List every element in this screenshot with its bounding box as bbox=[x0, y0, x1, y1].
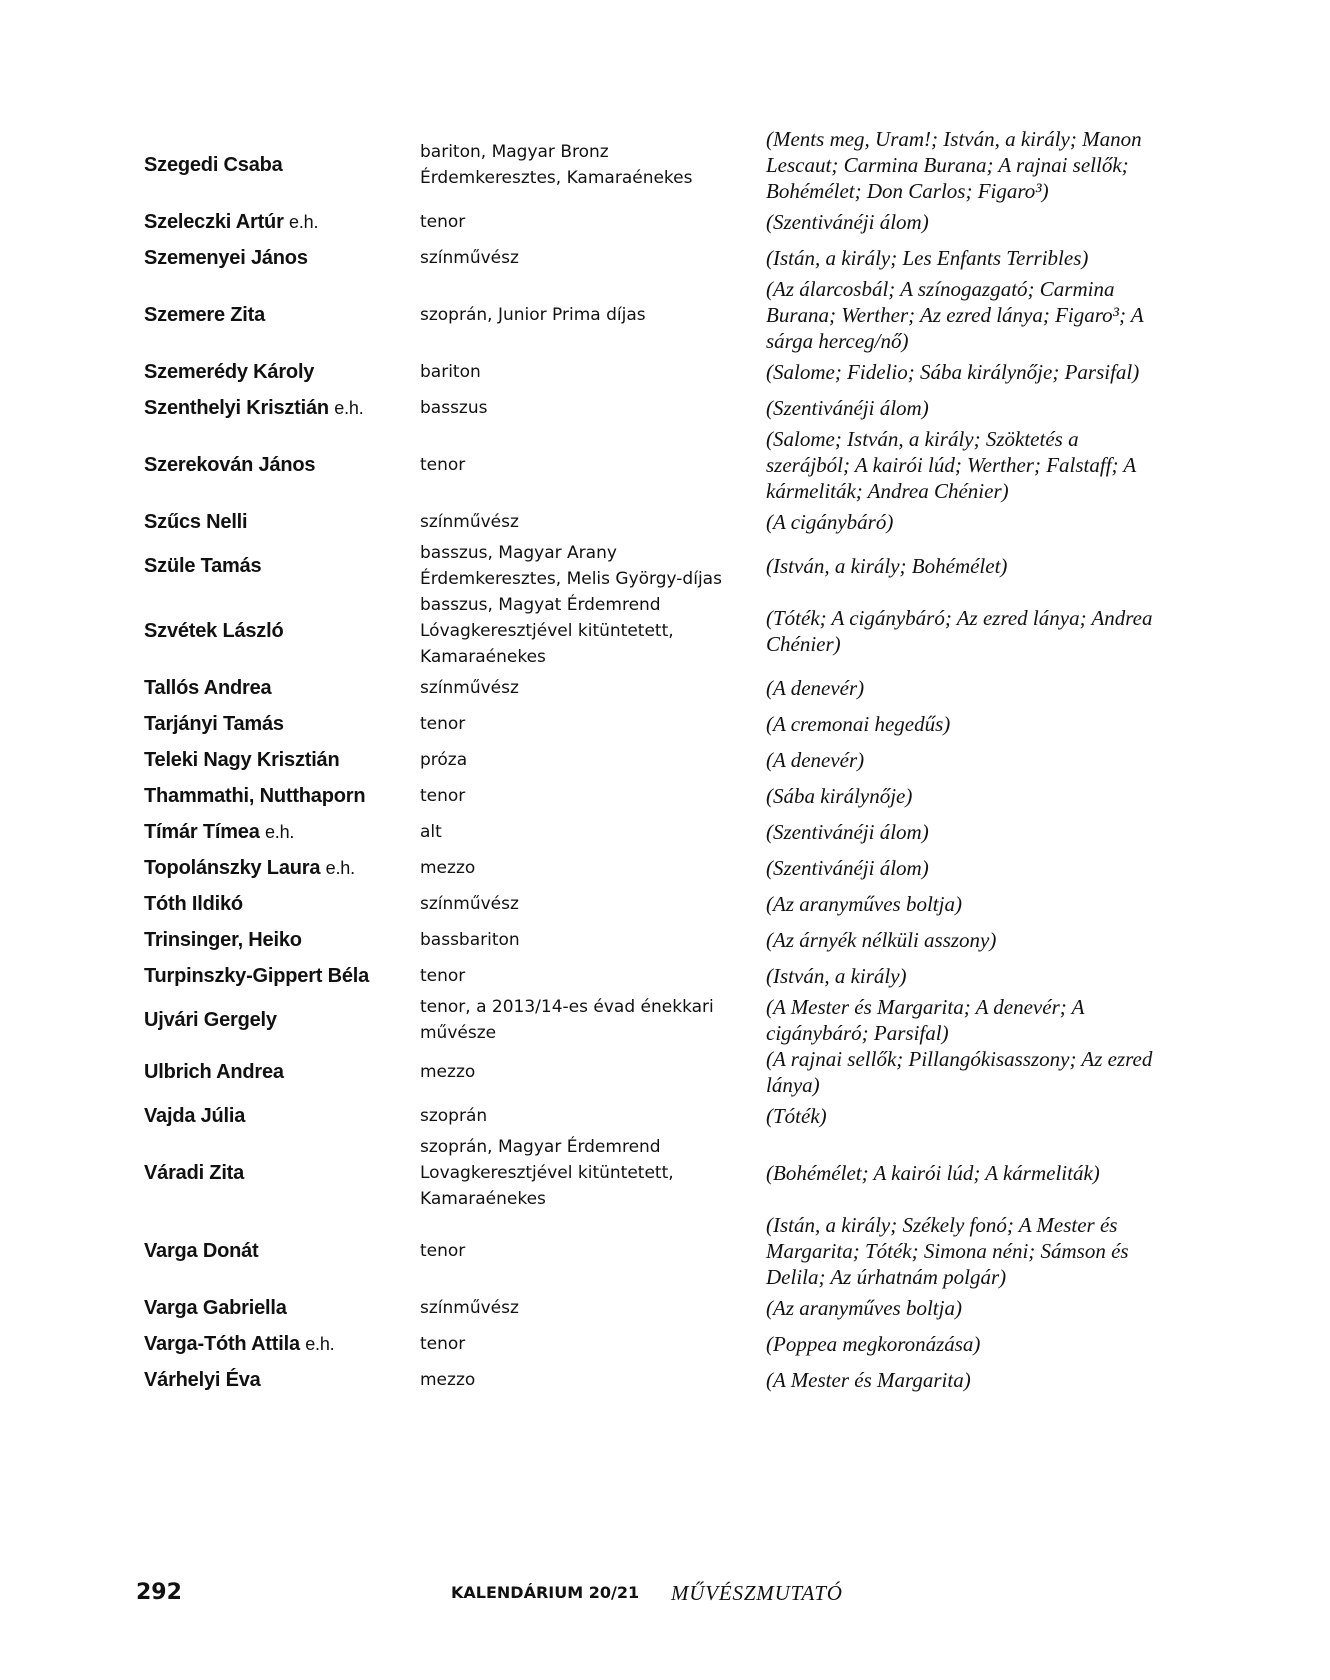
artist-works: (Sába királynője) bbox=[766, 784, 913, 808]
artist-role: mezzo bbox=[420, 1062, 476, 1082]
artist-name bbox=[144, 247, 420, 270]
artist-name-text: Szeleczki Artúr bbox=[144, 210, 284, 233]
artist-name bbox=[144, 1369, 420, 1392]
artist-row bbox=[144, 426, 1184, 504]
artist-name-text: Szerekován János bbox=[144, 453, 316, 476]
guest-marker: e.h. bbox=[289, 211, 319, 232]
guest-marker: e.h. bbox=[264, 821, 295, 842]
artist-role: tenor, a 2013/14-es évad énekkari művésze bbox=[420, 997, 714, 1043]
artist-name-text: Varga Gabriella bbox=[144, 1296, 287, 1319]
artist-role: mezzo bbox=[420, 1370, 476, 1390]
artist-works: (Istán, a király; Székely fonó; A Mester és Margarita; Tóték; Simona néni; Sámson és Delila; Az úrhatnám polgár) bbox=[766, 1213, 1129, 1289]
artist-role: tenor bbox=[420, 212, 466, 232]
artist-works: (Salome; István, a király; Szöktetés a szerájból; A kairói lúd; Werther; Falstaff; A kármeliták; Andrea Chénier) bbox=[766, 427, 1136, 503]
artist-works: (Szentivánéji álom) bbox=[766, 210, 929, 234]
artist-name-text: Varga Donát bbox=[144, 1239, 259, 1262]
artist-role: színművész bbox=[420, 512, 519, 532]
artist-name bbox=[144, 1105, 420, 1128]
artist-row bbox=[144, 850, 1184, 886]
artist-works: (A Mester és Margarita; A denevér; A cigánybáró; Parsifal) bbox=[766, 995, 1085, 1045]
artist-name-text: Topolánszky Laura bbox=[144, 856, 321, 879]
artist-row bbox=[144, 742, 1184, 778]
artist-name bbox=[144, 211, 420, 234]
artist-works: (A denevér) bbox=[766, 676, 865, 700]
artist-name-text: Szvétek László bbox=[144, 619, 284, 642]
artist-role: színművész bbox=[420, 678, 519, 698]
artist-row bbox=[144, 886, 1184, 922]
artist-works: (Szentivánéji álom) bbox=[766, 820, 929, 844]
artist-name bbox=[144, 454, 420, 477]
page-number: 292 bbox=[136, 1580, 182, 1605]
artist-name bbox=[144, 893, 420, 916]
artist-role: alt bbox=[420, 822, 442, 842]
artist-row bbox=[144, 670, 1184, 706]
artist-name bbox=[144, 1333, 420, 1356]
artist-name-text: Szemenyei János bbox=[144, 246, 308, 269]
guest-marker: e.h. bbox=[305, 1333, 335, 1354]
artist-works: (Szentivánéji álom) bbox=[766, 396, 929, 420]
artist-name bbox=[144, 154, 420, 177]
artist-row bbox=[144, 994, 1184, 1046]
artist-works: (Ments meg, Uram!; István, a király; Manon Lescaut; Carmina Burana; A rajnai sellők; Bohémélet; Don Carlos; Figaro³) bbox=[766, 127, 1142, 203]
artist-role: tenor bbox=[420, 714, 466, 734]
artist-row bbox=[144, 958, 1184, 994]
artist-name-text: Várhelyi Éva bbox=[144, 1368, 261, 1391]
artist-row bbox=[144, 1326, 1184, 1362]
artist-name-text: Szenthelyi Krisztián bbox=[144, 396, 329, 419]
artist-works: (A cigánybáró) bbox=[766, 510, 894, 534]
artist-row bbox=[144, 240, 1184, 276]
artist-row bbox=[144, 922, 1184, 958]
artist-works: (Az árnyék nélküli asszony) bbox=[766, 928, 997, 952]
artist-role: próza bbox=[420, 750, 468, 770]
artist-name bbox=[144, 555, 420, 578]
artist-role: tenor bbox=[420, 966, 466, 986]
artist-name-text: Szüle Tamás bbox=[144, 554, 262, 577]
artist-role: bariton, Magyar Bronz Érdemkeresztes, Kamaraénekes bbox=[420, 142, 693, 188]
artist-name bbox=[144, 821, 420, 844]
artist-row bbox=[144, 354, 1184, 390]
artist-name bbox=[144, 857, 420, 880]
artist-name-text: Teleki Nagy Krisztián bbox=[144, 748, 340, 771]
artist-name-text: Szemerédy Károly bbox=[144, 360, 315, 383]
artist-works: (Az álarcosbál; A színogazgató; Carmina Burana; Werther; Az ezred lánya; Figaro³; A sárga herceg/nő) bbox=[766, 277, 1144, 353]
artist-name-text: Tallós Andrea bbox=[144, 676, 272, 699]
artist-name-text: Ulbrich Andrea bbox=[144, 1060, 284, 1083]
artist-name-text: Szemere Zita bbox=[144, 303, 265, 326]
artist-row bbox=[144, 1362, 1184, 1398]
publication-title: KALENDÁRIUM 20/21 bbox=[451, 1583, 640, 1602]
artist-name-text: Váradi Zita bbox=[144, 1161, 245, 1184]
artist-row bbox=[144, 1212, 1184, 1290]
artist-role: színművész bbox=[420, 894, 519, 914]
artist-role: színművész bbox=[420, 248, 519, 268]
artist-row bbox=[144, 390, 1184, 426]
artist-name-text: Trinsinger, Heiko bbox=[144, 928, 302, 951]
artist-name bbox=[144, 361, 420, 384]
artist-name bbox=[144, 677, 420, 700]
artist-name-text: Turpinszky-Gippert Béla bbox=[144, 964, 370, 987]
artist-row bbox=[144, 1046, 1184, 1098]
artist-role: basszus, Magyar Arany Érdemkeresztes, Melis György-díjas bbox=[420, 543, 722, 589]
artist-name bbox=[144, 620, 420, 643]
artist-role: tenor bbox=[420, 786, 466, 806]
artist-role: szoprán, Junior Prima díjas bbox=[420, 305, 646, 325]
artist-name bbox=[144, 749, 420, 772]
artist-name-text: Thammathi, Nutthaporn bbox=[144, 784, 366, 807]
artist-row bbox=[144, 204, 1184, 240]
artist-row bbox=[144, 126, 1184, 204]
artist-row bbox=[144, 778, 1184, 814]
artist-works: (Poppea megkoronázása) bbox=[766, 1332, 981, 1356]
artist-role: basszus bbox=[420, 398, 488, 418]
artist-name bbox=[144, 785, 420, 808]
artist-works: (Bohémélet; A kairói lúd; A kármeliták) bbox=[766, 1161, 1100, 1185]
artist-role: tenor bbox=[420, 455, 466, 475]
artist-role: bariton bbox=[420, 362, 481, 382]
artist-name bbox=[144, 1061, 420, 1084]
artist-name-text: Ujvári Gergely bbox=[144, 1008, 277, 1031]
artist-name bbox=[144, 965, 420, 988]
artist-role: szoprán bbox=[420, 1106, 488, 1126]
artist-works: (István, a király; Bohémélet) bbox=[766, 554, 1008, 578]
artist-name-text: Szegedi Csaba bbox=[144, 153, 283, 176]
artist-works: (István, a király) bbox=[766, 964, 907, 988]
section-title: MŰVÉSZMUTATÓ bbox=[671, 1581, 843, 1605]
artist-name-text: Tímár Tímea bbox=[144, 820, 260, 843]
artist-name bbox=[144, 511, 420, 534]
artist-name bbox=[144, 304, 420, 327]
artist-works: (Tóték; A cigánybáró; Az ezred lánya; Andrea Chénier) bbox=[766, 606, 1153, 656]
artist-row bbox=[144, 1134, 1184, 1212]
artist-works: (Az aranyműves boltja) bbox=[766, 1296, 962, 1320]
artist-row bbox=[144, 504, 1184, 540]
artist-role: bassbariton bbox=[420, 930, 520, 950]
artist-name bbox=[144, 713, 420, 736]
artist-name-text: Szűcs Nelli bbox=[144, 510, 248, 533]
artist-works: (Szentivánéji álom) bbox=[766, 856, 929, 880]
guest-marker: e.h. bbox=[325, 857, 355, 878]
artist-name-text: Tóth Ildikó bbox=[144, 892, 243, 915]
artist-role: tenor bbox=[420, 1334, 466, 1354]
artist-name-text: Vajda Júlia bbox=[144, 1104, 246, 1127]
artist-role: szoprán, Magyar Érdemrend Lovagkeresztjével kitüntetett, Kamaraénekes bbox=[420, 1137, 674, 1209]
artist-name bbox=[144, 1297, 420, 1320]
artist-name bbox=[144, 397, 420, 420]
artist-row bbox=[144, 814, 1184, 850]
artist-works: (Az aranyműves boltja) bbox=[766, 892, 962, 916]
artist-works: (A denevér) bbox=[766, 748, 865, 772]
artist-name bbox=[144, 1240, 420, 1263]
artist-role: mezzo bbox=[420, 858, 476, 878]
artist-roster bbox=[144, 126, 1184, 1398]
artist-name bbox=[144, 929, 420, 952]
page-footer bbox=[136, 1580, 1196, 1610]
artist-works: (A rajnai sellők; Pillangókisasszony; Az ezred lánya) bbox=[766, 1047, 1153, 1097]
artist-name bbox=[144, 1009, 420, 1032]
artist-row bbox=[144, 1290, 1184, 1326]
artist-row bbox=[144, 592, 1184, 670]
artist-role: tenor bbox=[420, 1241, 466, 1261]
artist-row bbox=[144, 1098, 1184, 1134]
artist-role: színművész bbox=[420, 1298, 519, 1318]
artist-works: (A Mester és Margarita) bbox=[766, 1368, 971, 1392]
artist-row bbox=[144, 540, 1184, 592]
artist-role: basszus, Magyat Érdemrend Lóvagkeresztjével kitüntetett, Kamaraénekes bbox=[420, 595, 674, 667]
guest-marker: e.h. bbox=[334, 397, 364, 418]
artist-row bbox=[144, 276, 1184, 354]
artist-works: (Istán, a király; Les Enfants Terribles) bbox=[766, 246, 1089, 270]
artist-row bbox=[144, 706, 1184, 742]
artist-works: (A cremonai hegedűs) bbox=[766, 712, 951, 736]
artist-name bbox=[144, 1162, 420, 1185]
artist-name-text: Varga-Tóth Attila bbox=[144, 1332, 300, 1355]
artist-works: (Salome; Fidelio; Sába királynője; Parsifal) bbox=[766, 360, 1140, 384]
artist-works: (Tóték) bbox=[766, 1104, 827, 1128]
artist-name-text: Tarjányi Tamás bbox=[144, 712, 284, 735]
